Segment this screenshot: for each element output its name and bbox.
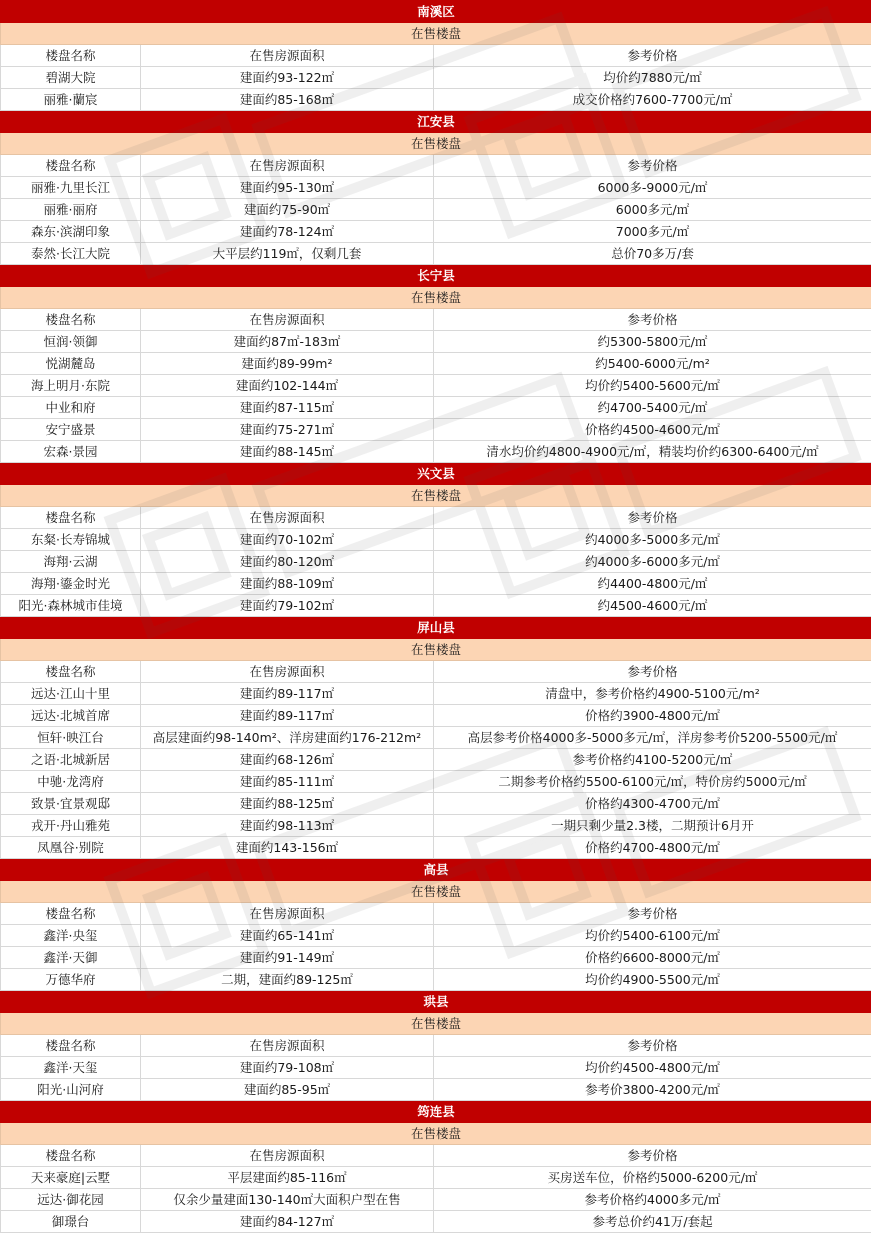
area-cell: 建面约78-124㎡ [141, 221, 434, 243]
table-row [1, 947, 871, 969]
price-cell: 6000多元/㎡ [434, 199, 871, 221]
property-name-cell: 丽雅·九里长江 [1, 177, 141, 199]
area-cell: 建面约102-144㎡ [141, 375, 434, 397]
table-row [1, 67, 871, 89]
area-cell: 建面约85-111㎡ [141, 771, 434, 793]
section-subheader: 在售楼盘 [1, 133, 871, 155]
column-header-name: 楼盘名称 [1, 155, 141, 177]
listing-table-body [1, 1, 871, 1233]
region-header-row [1, 617, 871, 639]
price-cell: 参考总价约41万/套起 [434, 1211, 871, 1233]
table-row [1, 683, 871, 705]
property-name-cell: 戎开·丹山雅苑 [1, 815, 141, 837]
property-name-cell: 中驰·龙湾府 [1, 771, 141, 793]
column-header-name: 楼盘名称 [1, 1035, 141, 1057]
column-header-price: 参考价格 [434, 507, 871, 529]
property-name-cell: 海翔·云湖 [1, 551, 141, 573]
area-cell: 建面约65-141㎡ [141, 925, 434, 947]
section-subheader: 在售楼盘 [1, 881, 871, 903]
price-cell: 参考价3800-4200元/㎡ [434, 1079, 871, 1101]
section-subheader-row [1, 881, 871, 903]
property-name-cell: 海上明月·东院 [1, 375, 141, 397]
property-name-cell: 致景·宜景观邸 [1, 793, 141, 815]
table-row [1, 1211, 871, 1233]
section-subheader-row [1, 287, 871, 309]
property-name-cell: 阳光·山河府 [1, 1079, 141, 1101]
area-cell: 建面约84-127㎡ [141, 1211, 434, 1233]
area-cell: 建面约95-130㎡ [141, 177, 434, 199]
area-cell: 建面约79-102㎡ [141, 595, 434, 617]
table-row [1, 199, 871, 221]
price-cell: 均价约4500-4800元/㎡ [434, 1057, 871, 1079]
region-header-row [1, 111, 871, 133]
area-cell: 建面约80-120㎡ [141, 551, 434, 573]
area-cell: 建面约89-117㎡ [141, 705, 434, 727]
section-subheader-row [1, 1123, 871, 1145]
property-name-cell: 鑫洋·央玺 [1, 925, 141, 947]
region-title: 江安县 [1, 111, 871, 133]
area-cell: 建面约88-109㎡ [141, 573, 434, 595]
table-row [1, 573, 871, 595]
section-subheader: 在售楼盘 [1, 1123, 871, 1145]
column-header-price: 参考价格 [434, 309, 871, 331]
price-cell: 7000多元/㎡ [434, 221, 871, 243]
section-subheader: 在售楼盘 [1, 485, 871, 507]
region-title: 长宁县 [1, 265, 871, 287]
property-name-cell: 安宁盛景 [1, 419, 141, 441]
property-name-cell: 鑫洋·天御 [1, 947, 141, 969]
table-row [1, 925, 871, 947]
area-cell: 建面约85-168㎡ [141, 89, 434, 111]
table-row [1, 441, 871, 463]
area-cell: 二期，建面约89-125㎡ [141, 969, 434, 991]
price-cell: 约5400-6000元/m² [434, 353, 871, 375]
region-header-row [1, 859, 871, 881]
area-cell: 建面约89-117㎡ [141, 683, 434, 705]
column-header-area: 在售房源面积 [141, 507, 434, 529]
property-name-cell: 远达·御花园 [1, 1189, 141, 1211]
section-subheader-row [1, 485, 871, 507]
area-cell: 仅余少量建面130-140㎡大面积户型在售 [141, 1189, 434, 1211]
region-header-row [1, 265, 871, 287]
column-header-area: 在售房源面积 [141, 661, 434, 683]
price-cell: 参考价格约4100-5200元/㎡ [434, 749, 871, 771]
property-name-cell: 远达·北城首席 [1, 705, 141, 727]
table-row [1, 727, 871, 749]
price-cell: 总价70多万/套 [434, 243, 871, 265]
column-header-name: 楼盘名称 [1, 903, 141, 925]
region-title: 筠连县 [1, 1101, 871, 1123]
price-cell: 均价约5400-6100元/㎡ [434, 925, 871, 947]
column-header-name: 楼盘名称 [1, 507, 141, 529]
area-cell: 建面约88-125㎡ [141, 793, 434, 815]
region-header-row [1, 463, 871, 485]
table-row [1, 221, 871, 243]
price-cell: 价格约6600-8000元/㎡ [434, 947, 871, 969]
property-name-cell: 丽雅·丽府 [1, 199, 141, 221]
section-subheader: 在售楼盘 [1, 23, 871, 45]
section-subheader-row [1, 1013, 871, 1035]
property-name-cell: 天来豪庭|云墅 [1, 1167, 141, 1189]
region-title: 珙县 [1, 991, 871, 1013]
area-cell: 建面约79-108㎡ [141, 1057, 434, 1079]
area-cell: 建面约89-99m² [141, 353, 434, 375]
column-header-area: 在售房源面积 [141, 309, 434, 331]
price-cell: 一期只剩少量2.3楼，二期预计6月开 [434, 815, 871, 837]
table-row [1, 595, 871, 617]
section-subheader: 在售楼盘 [1, 1013, 871, 1035]
region-header-row [1, 1101, 871, 1123]
table-row [1, 705, 871, 727]
table-row [1, 353, 871, 375]
property-name-cell: 恒轩·映江台 [1, 727, 141, 749]
section-subheader-row [1, 23, 871, 45]
section-subheader: 在售楼盘 [1, 639, 871, 661]
property-name-cell: 阳光·森林城市佳境 [1, 595, 141, 617]
price-cell: 均价约5400-5600元/㎡ [434, 375, 871, 397]
column-header-row [1, 155, 871, 177]
property-name-cell: 东粲·长寿锦城 [1, 529, 141, 551]
price-cell: 买房送车位，价格约5000-6200元/㎡ [434, 1167, 871, 1189]
property-name-cell: 森东·滨湖印象 [1, 221, 141, 243]
price-cell: 均价约4900-5500元/㎡ [434, 969, 871, 991]
price-cell: 清盘中，参考价格约4900-5100元/m² [434, 683, 871, 705]
column-header-row [1, 45, 871, 67]
price-cell: 价格约4300-4700元/㎡ [434, 793, 871, 815]
area-cell: 建面约68-126㎡ [141, 749, 434, 771]
table-row [1, 793, 871, 815]
property-name-cell: 之语·北城新居 [1, 749, 141, 771]
column-header-price: 参考价格 [434, 1035, 871, 1057]
property-name-cell: 碧湖大院 [1, 67, 141, 89]
table-row [1, 419, 871, 441]
table-row [1, 815, 871, 837]
table-row [1, 771, 871, 793]
property-name-cell: 恒润·领御 [1, 331, 141, 353]
column-header-price: 参考价格 [434, 1145, 871, 1167]
region-header-row [1, 1, 871, 23]
table-row [1, 1167, 871, 1189]
price-cell: 约4000多-5000多元/㎡ [434, 529, 871, 551]
region-title: 屏山县 [1, 617, 871, 639]
column-header-price: 参考价格 [434, 903, 871, 925]
area-cell: 建面约75-271㎡ [141, 419, 434, 441]
price-cell: 约4700-5400元/㎡ [434, 397, 871, 419]
area-cell: 建面约87-115㎡ [141, 397, 434, 419]
area-cell: 建面约85-95㎡ [141, 1079, 434, 1101]
area-cell: 建面约93-122㎡ [141, 67, 434, 89]
area-cell: 平层建面约85-116㎡ [141, 1167, 434, 1189]
column-header-row [1, 1145, 871, 1167]
price-cell: 约4400-4800元/㎡ [434, 573, 871, 595]
area-cell: 建面约143-156㎡ [141, 837, 434, 859]
table-row [1, 375, 871, 397]
column-header-area: 在售房源面积 [141, 45, 434, 67]
column-header-name: 楼盘名称 [1, 1145, 141, 1167]
price-cell: 二期参考价格约5500-6100元/㎡，特价房约5000元/㎡ [434, 771, 871, 793]
column-header-row [1, 661, 871, 683]
property-name-cell: 中业和府 [1, 397, 141, 419]
column-header-row [1, 903, 871, 925]
table-row [1, 1057, 871, 1079]
area-cell: 建面约88-145㎡ [141, 441, 434, 463]
table-row [1, 397, 871, 419]
table-row [1, 89, 871, 111]
table-row [1, 837, 871, 859]
table-row [1, 749, 871, 771]
table-row [1, 243, 871, 265]
column-header-row [1, 1035, 871, 1057]
area-cell: 建面约98-113㎡ [141, 815, 434, 837]
column-header-price: 参考价格 [434, 155, 871, 177]
property-name-cell: 万德华府 [1, 969, 141, 991]
column-header-area: 在售房源面积 [141, 155, 434, 177]
price-cell: 价格约3900-4800元/㎡ [434, 705, 871, 727]
price-cell: 约4500-4600元/㎡ [434, 595, 871, 617]
price-cell: 价格约4700-4800元/㎡ [434, 837, 871, 859]
price-cell: 清水均价约4800-4900元/㎡，精装均价约6300-6400元/㎡ [434, 441, 871, 463]
table-row [1, 529, 871, 551]
price-cell: 约5300-5800元/㎡ [434, 331, 871, 353]
area-cell: 建面约75-90㎡ [141, 199, 434, 221]
property-name-cell: 凤凰谷·别院 [1, 837, 141, 859]
property-name-cell: 御璟台 [1, 1211, 141, 1233]
property-name-cell: 泰然·长江大院 [1, 243, 141, 265]
region-title: 南溪区 [1, 1, 871, 23]
column-header-name: 楼盘名称 [1, 661, 141, 683]
section-subheader-row [1, 133, 871, 155]
price-cell: 成交价格约7600-7700元/㎡ [434, 89, 871, 111]
table-row [1, 969, 871, 991]
property-name-cell: 宏森·景园 [1, 441, 141, 463]
price-cell: 约4000多-6000多元/㎡ [434, 551, 871, 573]
column-header-row [1, 309, 871, 331]
property-name-cell: 丽雅·蘭宸 [1, 89, 141, 111]
area-cell: 大平层约119㎡，仅剩几套 [141, 243, 434, 265]
price-cell: 高层参考价格4000多-5000多元/㎡，洋房参考价5200-5500元/㎡ [434, 727, 871, 749]
column-header-area: 在售房源面积 [141, 1145, 434, 1167]
column-header-row [1, 507, 871, 529]
property-name-cell: 悦湖麓岛 [1, 353, 141, 375]
column-header-name: 楼盘名称 [1, 309, 141, 331]
area-cell: 建面约70-102㎡ [141, 529, 434, 551]
column-header-price: 参考价格 [434, 661, 871, 683]
property-name-cell: 海翔·鎏金时光 [1, 573, 141, 595]
column-header-name: 楼盘名称 [1, 45, 141, 67]
column-header-price: 参考价格 [434, 45, 871, 67]
price-cell: 价格约4500-4600元/㎡ [434, 419, 871, 441]
table-row [1, 1079, 871, 1101]
area-cell: 高层建面约98-140m²、洋房建面约176-212m² [141, 727, 434, 749]
region-title: 兴文县 [1, 463, 871, 485]
price-cell: 6000多-9000元/㎡ [434, 177, 871, 199]
area-cell: 建面约87㎡-183㎡ [141, 331, 434, 353]
price-cell: 均价约7880元/㎡ [434, 67, 871, 89]
region-header-row [1, 991, 871, 1013]
table-row [1, 177, 871, 199]
table-row [1, 1189, 871, 1211]
column-header-area: 在售房源面积 [141, 903, 434, 925]
property-name-cell: 远达·江山十里 [1, 683, 141, 705]
area-cell: 建面约91-149㎡ [141, 947, 434, 969]
price-cell: 参考价格约4000多元/㎡ [434, 1189, 871, 1211]
property-name-cell: 鑫洋·天玺 [1, 1057, 141, 1079]
table-row [1, 551, 871, 573]
column-header-area: 在售房源面积 [141, 1035, 434, 1057]
table-row [1, 331, 871, 353]
section-subheader-row [1, 639, 871, 661]
section-subheader: 在售楼盘 [1, 287, 871, 309]
region-title: 高县 [1, 859, 871, 881]
